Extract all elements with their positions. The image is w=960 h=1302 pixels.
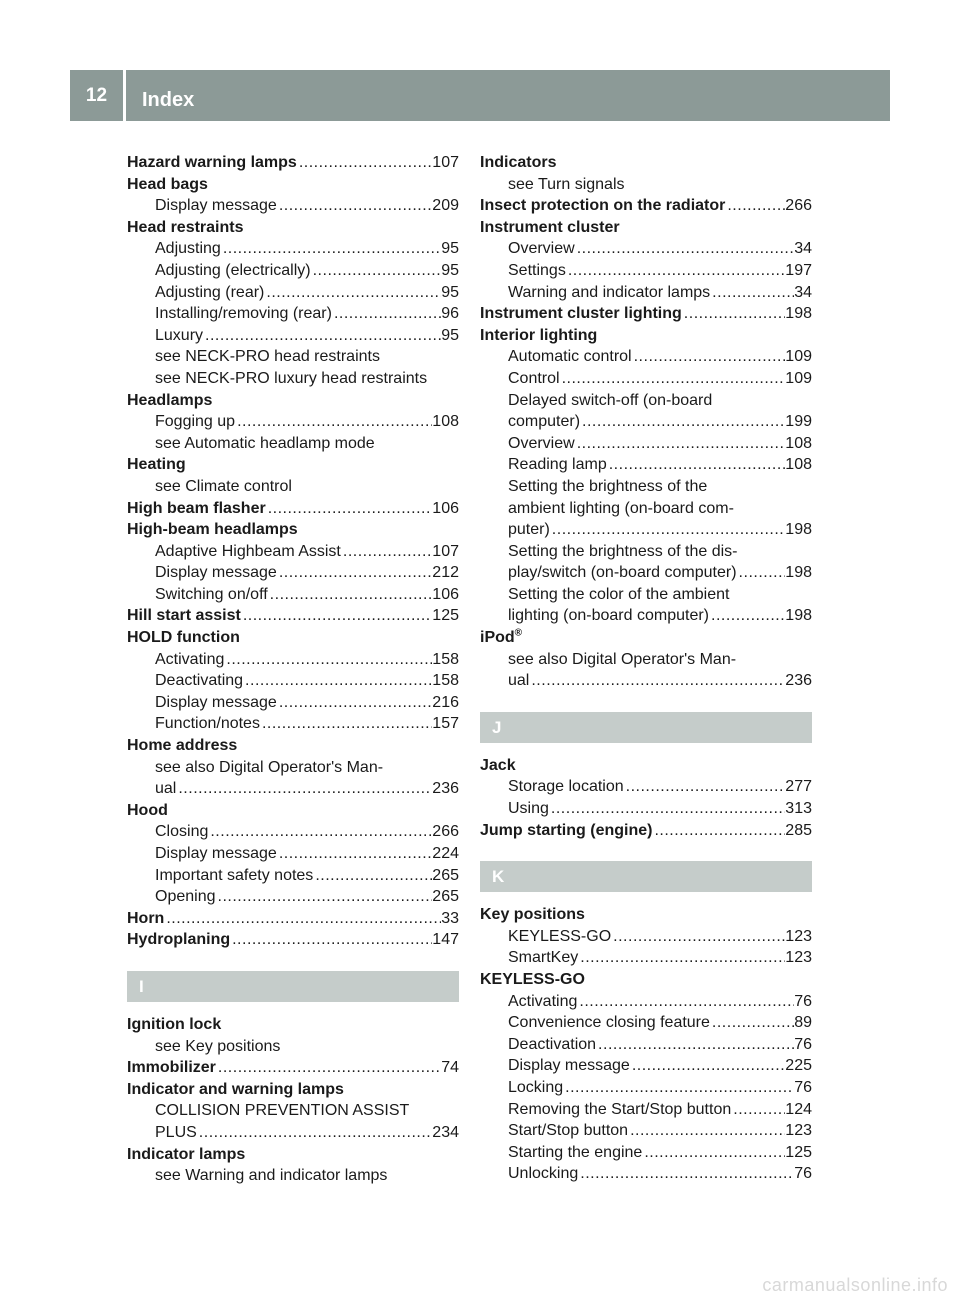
index-entry — [127, 908, 459, 930]
entry-text: Interior lighting — [480, 326, 598, 344]
entry-text: Deactivating — [155, 672, 244, 690]
entry-text: Closing — [155, 823, 209, 841]
entry-text: Display message — [155, 693, 277, 711]
watermark: carmanualsonline.info — [762, 1275, 948, 1295]
page-reference: 95 — [441, 283, 459, 301]
dot-leader — [197, 1122, 433, 1144]
page-reference: 147 — [432, 931, 459, 949]
dot-leader — [575, 433, 786, 455]
entry-text: Locking — [508, 1078, 564, 1096]
page-reference: 95 — [441, 326, 459, 344]
dot-leader — [241, 605, 432, 627]
entry-text: Hydroplaning — [127, 931, 231, 949]
entry-text: Indicator and warning lamps — [127, 1080, 344, 1098]
index-subentry — [127, 1165, 459, 1187]
dot-leader — [550, 519, 786, 541]
page-reference: 197 — [785, 261, 812, 279]
page-reference: 265 — [432, 866, 459, 884]
page-reference: 285 — [785, 821, 812, 839]
dot-leader — [630, 1055, 785, 1077]
dot-leader — [277, 843, 432, 865]
entry-text: Jack — [480, 756, 516, 774]
page-reference: 266 — [432, 823, 459, 841]
page-reference: 158 — [432, 672, 459, 690]
entry-text: Function/notes — [155, 715, 260, 733]
dot-leader — [216, 1057, 441, 1079]
entry-text: Activating — [508, 992, 578, 1010]
index-subentry — [480, 584, 812, 606]
index-column-right — [480, 152, 812, 1185]
dot-leader — [277, 195, 432, 217]
index-subentry — [127, 821, 459, 843]
entry-text: PLUS — [155, 1123, 197, 1141]
dot-leader — [563, 1077, 794, 1099]
index-subentry — [480, 1120, 812, 1142]
dot-leader — [313, 865, 432, 887]
page-reference: 108 — [785, 456, 812, 474]
entry-text: Convenience closing feature — [508, 1014, 710, 1032]
entry-text: Adjusting — [155, 240, 221, 258]
entry-text: SmartKey — [508, 949, 579, 967]
entry-text: Instrument cluster lighting — [480, 305, 682, 323]
page-reference: 108 — [785, 434, 812, 452]
entry-text: Overview — [508, 434, 575, 452]
dot-leader — [529, 670, 785, 692]
entry-text: Insect protection on the radiator — [480, 197, 726, 215]
entry-text: Adjusting (electrically) — [155, 261, 311, 279]
entry-text: Control — [508, 369, 560, 387]
dot-leader — [266, 498, 433, 520]
entry-text: Setting the brightness of the — [508, 477, 708, 495]
index-entry — [127, 519, 459, 541]
entry-text: see Turn signals — [508, 175, 625, 193]
index-subentry — [480, 238, 812, 260]
page-reference: 198 — [785, 607, 812, 625]
entry-text: see NECK-PRO luxury head restraints — [155, 369, 428, 387]
index-subentry — [127, 562, 459, 584]
dot-leader — [652, 820, 785, 842]
entry-text: Reading lamp — [508, 456, 607, 474]
index-subentry — [480, 670, 812, 692]
page-reference: 34 — [794, 240, 812, 258]
index-entry — [127, 605, 459, 627]
entry-text: Display message — [155, 197, 277, 215]
dot-leader — [164, 908, 441, 930]
entry-text: iPod — [480, 629, 515, 647]
page-reference: 123 — [785, 927, 812, 945]
index-column-left — [127, 152, 459, 1187]
index-subentry — [480, 926, 812, 948]
index-subentry — [127, 303, 459, 325]
registered-mark: ® — [514, 627, 523, 639]
entry-text: HOLD function — [127, 629, 240, 647]
index-subentry — [127, 368, 459, 390]
index-subentry — [127, 757, 459, 779]
entry-text: Removing the Start/Stop button — [508, 1100, 732, 1118]
index-subentry — [480, 1034, 812, 1056]
index-subentry — [127, 713, 459, 735]
entry-text: Hill start assist — [127, 607, 241, 625]
entry-text: Indicator lamps — [127, 1145, 246, 1163]
index-subentry — [480, 776, 812, 798]
page-reference: 209 — [432, 197, 459, 215]
dot-leader — [341, 541, 432, 563]
index-subentry — [480, 498, 812, 520]
dot-leader — [176, 778, 432, 800]
entry-text: ual — [508, 672, 530, 690]
entry-text: Storage location — [508, 778, 624, 796]
entry-text: Settings — [508, 261, 566, 279]
page-reference: 234 — [432, 1123, 459, 1141]
index-subentry — [480, 649, 812, 671]
index-subentry — [480, 368, 812, 390]
entry-text: ual — [155, 780, 177, 798]
entry-text: Adaptive Highbeam Assist — [155, 542, 341, 560]
index-entry — [480, 904, 812, 926]
entry-text: Delayed switch-off (on-board — [508, 391, 713, 409]
page-reference: 198 — [785, 564, 812, 582]
page-reference: 106 — [432, 499, 459, 517]
index-subentry — [480, 1163, 812, 1185]
index-subentry — [127, 692, 459, 714]
entry-text: Luxury — [155, 326, 204, 344]
index-subentry — [127, 670, 459, 692]
page-reference: 76 — [794, 1035, 812, 1053]
dot-leader — [725, 195, 785, 217]
dot-leader — [235, 411, 432, 433]
dot-leader — [577, 991, 794, 1013]
dot-leader — [268, 584, 433, 606]
entry-text: Using — [508, 800, 549, 818]
index-subentry — [480, 476, 812, 498]
entry-text: Start/Stop button — [508, 1122, 629, 1140]
entry-text: Home address — [127, 737, 238, 755]
dot-leader — [560, 368, 786, 390]
index-subentry — [127, 1122, 459, 1144]
entry-text: Hazard warning lamps — [127, 154, 297, 171]
dot-leader — [628, 1120, 785, 1142]
entry-text: Opening — [155, 888, 216, 906]
index-entry — [127, 174, 459, 196]
page-reference: 236 — [785, 672, 812, 690]
index-subentry — [480, 1012, 812, 1034]
index-subentry — [127, 282, 459, 304]
page-reference: 199 — [785, 413, 812, 431]
index-entry — [127, 800, 459, 822]
index-entry — [127, 1144, 459, 1166]
index-subentry — [480, 411, 812, 433]
index-entry — [480, 755, 812, 777]
index-subentry — [480, 433, 812, 455]
entry-text: see also Digital Operator's Man- — [155, 758, 384, 776]
page-reference: 266 — [785, 197, 812, 215]
index-subentry — [127, 843, 459, 865]
entry-text: Switching on/off — [155, 585, 268, 603]
page-header — [70, 70, 890, 121]
index-entry — [127, 498, 459, 520]
page-reference: 212 — [432, 564, 459, 582]
entry-text: lighting (on-board computer) — [508, 607, 709, 625]
entry-text: Instrument cluster — [480, 218, 620, 236]
index-subentry — [127, 584, 459, 606]
page-reference: 107 — [432, 542, 459, 560]
page-reference: 236 — [432, 780, 459, 798]
dot-leader — [208, 821, 432, 843]
entry-text: Jump starting (engine) — [480, 821, 653, 839]
index-subentry — [127, 346, 459, 368]
index-subentry — [127, 1036, 459, 1058]
index-entry — [127, 454, 459, 476]
index-entry — [127, 627, 459, 649]
entry-text: Automatic control — [508, 348, 632, 366]
dot-leader — [607, 454, 786, 476]
index-subentry — [127, 886, 459, 908]
entry-text: Starting the engine — [508, 1143, 643, 1161]
index-entry — [127, 152, 459, 174]
entry-text: Overview — [508, 240, 575, 258]
entry-text: computer) — [508, 413, 581, 431]
dot-leader — [230, 929, 432, 951]
entry-text: see Climate control — [155, 477, 292, 495]
entry-text: Display message — [155, 845, 277, 862]
entry-text: KEYLESS-GO — [480, 971, 585, 988]
index-subentry — [480, 260, 812, 282]
entry-text: Ignition lock — [127, 1015, 222, 1033]
page-reference: 76 — [794, 1078, 812, 1096]
index-entry — [127, 217, 459, 239]
entry-text: see Warning and indicator lamps — [155, 1167, 388, 1185]
entry-text: Deactivation — [508, 1035, 597, 1053]
page-title: Index — [142, 89, 195, 111]
page-reference: 76 — [794, 992, 812, 1010]
dot-leader — [731, 1099, 785, 1121]
index-entry — [480, 152, 812, 174]
page-reference: 123 — [785, 949, 812, 967]
page-reference: 124 — [785, 1100, 812, 1118]
page-reference: 198 — [785, 305, 812, 323]
dot-leader — [311, 260, 442, 282]
entry-text: High beam flasher — [127, 499, 266, 517]
page-reference: 33 — [441, 909, 459, 927]
index-entry — [127, 1057, 459, 1079]
dot-leader — [224, 649, 432, 671]
index-subentry — [127, 411, 459, 433]
entry-text: COLLISION PREVENTION ASSIST — [155, 1102, 410, 1120]
index-subentry — [480, 346, 812, 368]
page-reference: 123 — [785, 1122, 812, 1140]
entry-text: Display message — [155, 564, 277, 582]
index-subentry — [127, 649, 459, 671]
page-reference: 108 — [432, 413, 459, 431]
page-reference: 74 — [441, 1059, 459, 1077]
index-subentry — [127, 433, 459, 455]
index-subentry — [480, 519, 812, 541]
index-entry — [480, 820, 812, 842]
index-subentry — [127, 865, 459, 887]
page-reference: 158 — [432, 650, 459, 668]
page-reference: 224 — [432, 845, 459, 862]
dot-leader — [332, 303, 441, 325]
index-subentry — [480, 390, 812, 412]
section-letter-i: I — [127, 971, 459, 1002]
entry-text: High-beam headlamps — [127, 521, 298, 539]
entry-text: play/switch (on-board computer) — [508, 564, 737, 582]
entry-text: Fogging up — [155, 413, 236, 431]
index-entry — [127, 735, 459, 757]
page-reference: 198 — [785, 521, 812, 539]
dot-leader — [710, 282, 794, 304]
index-subentry — [127, 476, 459, 498]
entry-text: Display message — [508, 1057, 630, 1075]
index-subentry — [480, 454, 812, 476]
entry-text: Heating — [127, 456, 186, 474]
entry-text: Adjusting (rear) — [155, 283, 265, 301]
dot-leader — [682, 303, 786, 325]
dot-leader — [578, 947, 785, 969]
index-subentry — [480, 947, 812, 969]
page-reference: 89 — [794, 1014, 812, 1032]
index-subentry — [480, 1055, 812, 1077]
index-subentry — [127, 541, 459, 563]
index-entry — [480, 325, 812, 347]
index-subentry — [127, 1100, 459, 1122]
index-subentry — [127, 195, 459, 217]
page-reference: 95 — [441, 261, 459, 279]
dot-leader — [277, 692, 432, 714]
page-reference: 109 — [785, 369, 812, 387]
dot-leader — [264, 282, 441, 304]
index-entry — [127, 1079, 459, 1101]
dot-leader — [624, 776, 786, 798]
entry-text: KEYLESS-GO — [508, 927, 612, 945]
index-entry — [480, 303, 812, 325]
index-subentry — [480, 991, 812, 1013]
page-reference: 95 — [441, 240, 459, 258]
page-reference: 34 — [794, 283, 812, 301]
entry-text: see Automatic headlamp mode — [155, 434, 375, 452]
section-letter-k: K — [480, 861, 812, 892]
entry-text: Important safety notes — [155, 866, 314, 884]
page-reference: 265 — [432, 888, 459, 906]
entry-text: see Key positions — [155, 1037, 281, 1055]
index-subentry — [127, 325, 459, 347]
entry-text: Setting the brightness of the dis- — [508, 542, 738, 560]
index-subentry — [480, 541, 812, 563]
index-subentry — [127, 778, 459, 800]
entry-text: Horn — [127, 909, 165, 927]
page-reference: 106 — [432, 585, 459, 603]
entry-text: Activating — [155, 650, 225, 668]
dot-leader — [596, 1034, 794, 1056]
dot-leader — [710, 1012, 794, 1034]
dot-leader — [578, 1163, 794, 1185]
page-reference: 313 — [785, 800, 812, 818]
entry-text: Unlocking — [508, 1165, 579, 1183]
entry-text: Key positions — [480, 906, 585, 924]
page-reference: 109 — [785, 348, 812, 366]
index-subentry — [480, 1077, 812, 1099]
entry-text: Hood — [127, 801, 168, 819]
dot-leader — [737, 562, 786, 584]
page-reference: 216 — [432, 693, 459, 711]
index-entry — [127, 390, 459, 412]
dot-leader — [221, 238, 441, 260]
page-reference: 107 — [432, 154, 459, 171]
dot-leader — [203, 325, 441, 347]
index-entry — [127, 929, 459, 951]
entry-text: see also Digital Operator's Man- — [508, 650, 737, 668]
index-subentry — [480, 1099, 812, 1121]
page-reference: 157 — [432, 715, 459, 733]
entry-text: ambient lighting (on-board com- — [508, 499, 734, 517]
index-entry — [480, 969, 812, 991]
entry-text: Warning and indicator lamps — [508, 283, 711, 301]
entry-text: puter) — [508, 521, 550, 539]
index-subentry — [127, 260, 459, 282]
page-reference: 225 — [785, 1057, 812, 1075]
entry-text: Head restraints — [127, 218, 244, 236]
entry-text: Headlamps — [127, 391, 213, 409]
index-subentry — [480, 562, 812, 584]
dot-leader — [260, 713, 432, 735]
page-reference: 76 — [794, 1165, 812, 1183]
dot-leader — [611, 926, 785, 948]
dot-leader — [566, 260, 785, 282]
dot-leader — [549, 798, 785, 820]
page-reference: 125 — [785, 1143, 812, 1161]
dot-leader — [575, 238, 795, 260]
section-letter-j: J — [480, 712, 812, 743]
entry-text: see NECK-PRO head restraints — [155, 348, 380, 366]
index-subentry — [480, 174, 812, 196]
index-subentry — [480, 798, 812, 820]
entry-text: Immobilizer — [127, 1059, 216, 1077]
index-subentry — [480, 282, 812, 304]
index-entry — [127, 1014, 459, 1036]
index-entry — [480, 195, 812, 217]
dot-leader — [642, 1142, 785, 1164]
page-reference: 277 — [785, 778, 812, 796]
page-reference: 125 — [432, 607, 459, 625]
dot-leader — [580, 411, 785, 433]
page-reference: 96 — [441, 305, 459, 323]
dot-leader — [277, 562, 432, 584]
page-number: 12 — [70, 70, 126, 121]
dot-leader — [243, 670, 432, 692]
index-entry — [480, 217, 812, 239]
index-subentry — [127, 238, 459, 260]
entry-text: Setting the color of the ambient — [508, 585, 730, 603]
dot-leader — [632, 346, 786, 368]
entry-text: Indicators — [480, 154, 557, 171]
entry-text: Installing/removing (rear) — [155, 305, 332, 323]
dot-leader — [709, 605, 785, 627]
index-subentry — [480, 1142, 812, 1164]
index-entry — [480, 627, 812, 649]
dot-leader — [216, 886, 433, 908]
dot-leader — [297, 152, 432, 174]
entry-text: Head bags — [127, 175, 208, 193]
index-subentry — [480, 605, 812, 627]
